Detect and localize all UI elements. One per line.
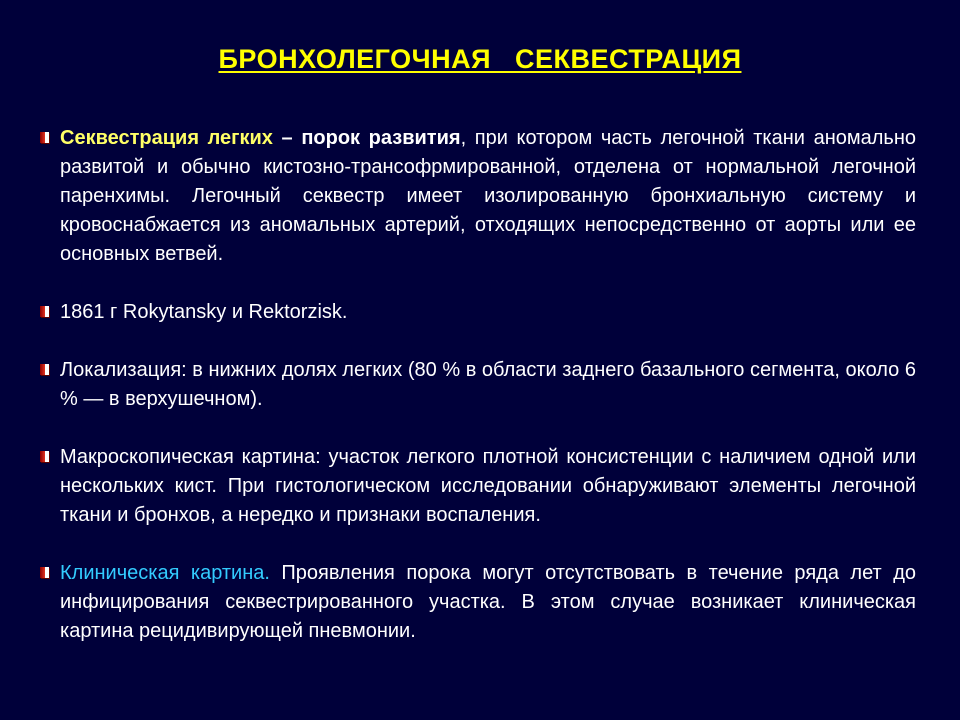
clinical-lead: Клиническая картина. [60, 562, 270, 584]
bullet-item-clinical [40, 559, 916, 646]
history-text: 1861 г Rokytansky и Rektorzisk. [60, 301, 348, 323]
square-bullet-icon [40, 306, 49, 317]
localization-text: Локализация: в нижних долях легких (80 % в области заднего базального сегмента, около 6 % — в верхушечном). [60, 359, 916, 410]
bullet-item-history [40, 298, 916, 327]
square-bullet-icon [40, 132, 49, 143]
bullet-item-macroscopic [40, 443, 916, 530]
square-bullet-icon [40, 567, 49, 578]
definition-text: , при котором часть легочной ткани аномально развитой и обычно кистозно-трансофрмированной, отделена от нормальной легочной паренхимы. Легочный секвестр имеет изолированную бронхиальную систему и кровоснабжается из аномальных артерий, отходящих непосредственно от аорты или ее основных ветвей. [60, 127, 917, 265]
macroscopic-text: Макроскопическая картина: участок легкого плотной консистенции с наличием одной или нескольких кист. При гистологическом исследовании обнаруживают элементы легочной ткани и бронхов, а нередко и признаки воспаления. [60, 446, 916, 526]
term-sequestration: Секвестрация легких [60, 127, 273, 149]
term-definition-bold: порок развития [301, 127, 461, 149]
clinical-text: Проявления порока могут отсутствовать в течение ряда лет до инфицирования секвестрированного участка. В этом случае возникает клиническая картина рецидивирующей пневмонии. [60, 562, 916, 642]
term-dash: – [272, 127, 302, 149]
square-bullet-icon [40, 364, 49, 375]
slide-title: БРОНХОЛЕГОЧНАЯ СЕКВЕСТРАЦИЯ [218, 44, 742, 74]
bullet-item-localization [40, 356, 916, 414]
bullet-item-definition [40, 124, 916, 269]
bullet-list [40, 124, 916, 646]
square-bullet-icon [40, 451, 49, 462]
